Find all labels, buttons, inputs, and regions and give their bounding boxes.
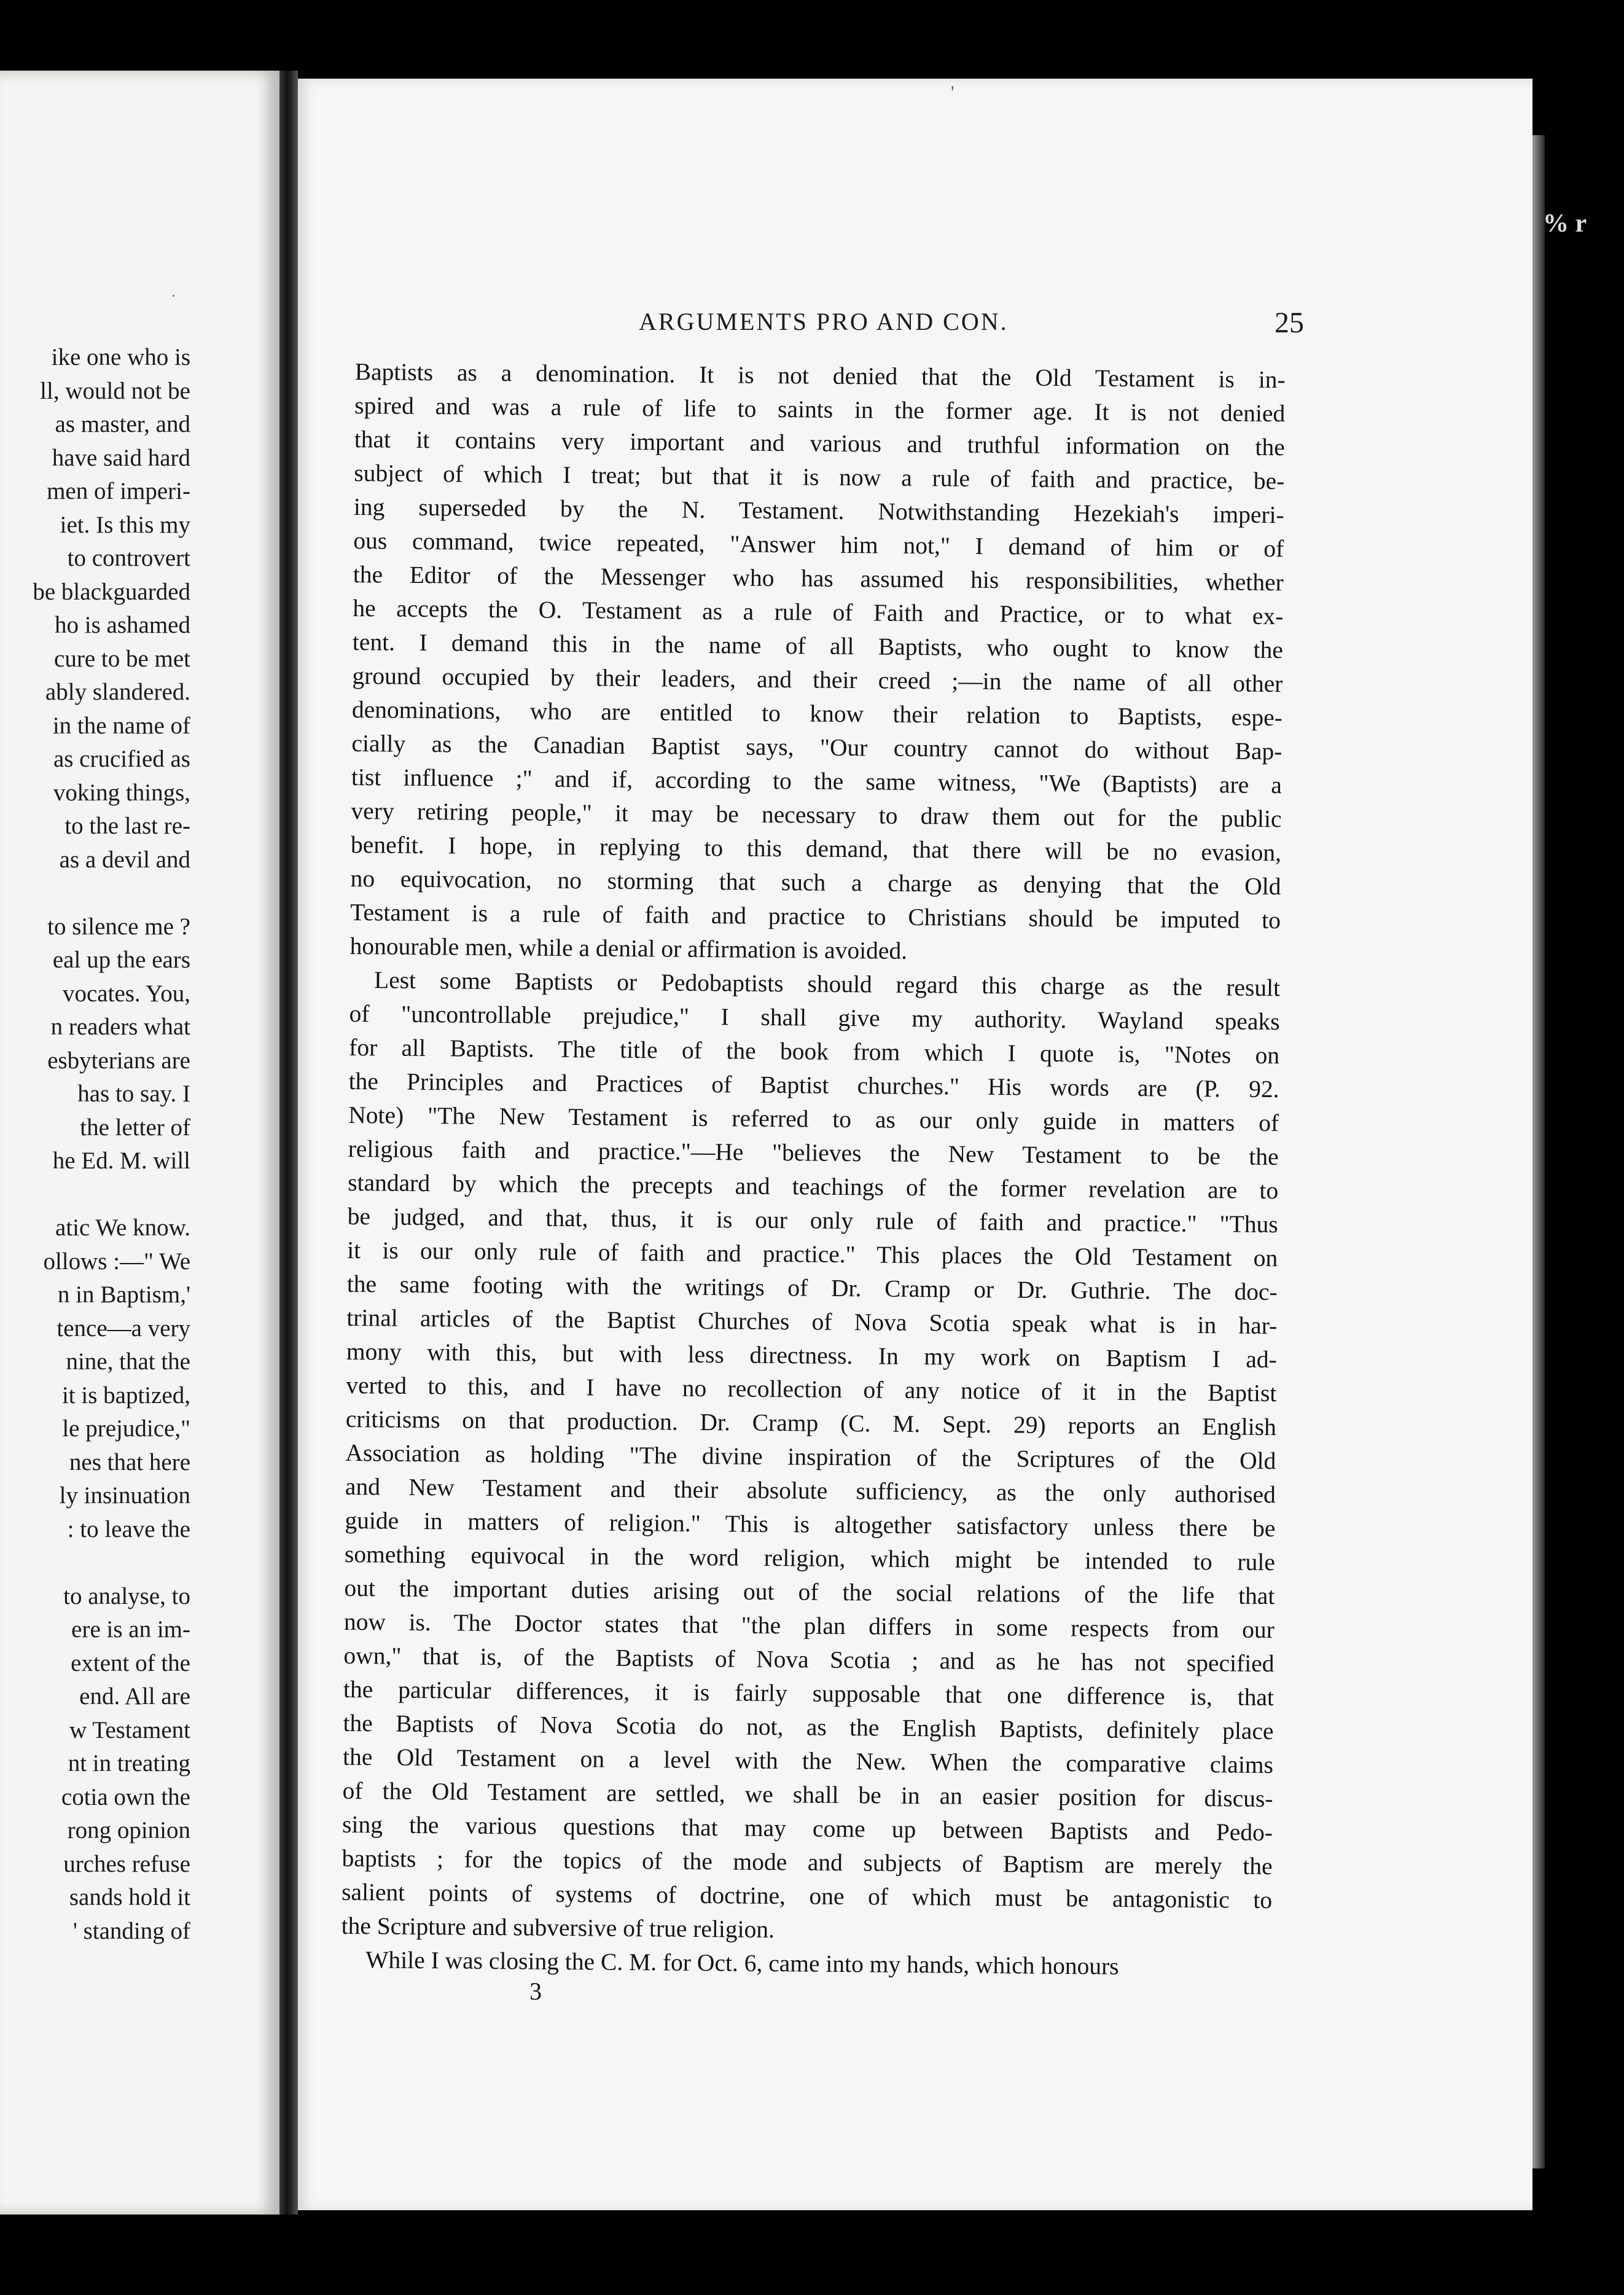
- left-page-line: men of imperi-: [47, 478, 190, 504]
- body-line: be judged, and that, thus, it is our only rule of faith and practice." "Thus: [347, 1202, 1278, 1238]
- body-line: baptists ; for the topics of the mode and subjects of Baptism are merely the: [342, 1844, 1273, 1880]
- left-page-line: have said hard: [52, 444, 190, 471]
- body-line: the same footing with the writings of Dr. Cramp or Dr. Guthrie. The doc-: [346, 1270, 1278, 1306]
- body-line: of "uncontrollable prejudice," I shall give my authority. Wayland speaks: [349, 999, 1280, 1036]
- left-page-line: nine, that the: [66, 1348, 190, 1375]
- left-page-line: the letter of: [80, 1114, 190, 1141]
- body-line: the Baptists of Nova Scotia do not, as the English Baptists, definitely place: [343, 1709, 1274, 1745]
- body-line: now is. The Doctor states that "the plan differs in some respects from our: [343, 1608, 1275, 1644]
- body-line: that it contains very important and various and truthful information on the: [354, 425, 1285, 461]
- left-page-line: to controvert: [67, 545, 190, 571]
- body-line: denominations, who are entitled to know their relation to Baptists, espe-: [351, 695, 1283, 732]
- left-page-line: tence—a very: [57, 1315, 190, 1342]
- left-page-line: ho is ashamed: [55, 612, 190, 638]
- body-line: guide in matters of religion." This is altogether satisfactory unless there be: [345, 1506, 1276, 1542]
- body-line: very retiring people," it may be necessary to draw them out for the public: [351, 797, 1282, 833]
- left-page-line: eal up the ears: [52, 947, 190, 973]
- body-line: spired and was a rule of life to saints in the former age. It is not denied: [354, 391, 1286, 428]
- body-line: tist influence ;" and if, according to the same witness, "We (Baptists) are a: [351, 763, 1282, 799]
- left-page-line: ere is an im-: [71, 1616, 190, 1643]
- body-line: Association as holding "The divine inspiration of the Scriptures of the Old: [345, 1439, 1276, 1475]
- left-page-line: le prejudice,": [62, 1415, 190, 1442]
- left-page-line: as crucified as: [53, 746, 190, 772]
- body-line: ing superseded by the N. Testament. Notwithstanding Hezekiah's imperi-: [353, 493, 1284, 529]
- left-page-line: n readers what: [50, 1014, 190, 1040]
- left-page-line: to the last re-: [64, 813, 190, 839]
- body-line: the Scripture and subversive of true religion.: [341, 1912, 775, 1944]
- left-page-line: voking things,: [53, 779, 190, 806]
- body-line: honourable men, while a denial or affirmation is avoided.: [349, 932, 908, 964]
- body-line: the Old Testament on a level with the New. When the comparative claims: [342, 1743, 1274, 1779]
- left-page-line: it is baptized,: [61, 1382, 190, 1409]
- left-page-line: as master, and: [55, 411, 190, 437]
- signature-mark: 3: [529, 1977, 542, 2005]
- left-page-line: ike one who is: [51, 344, 190, 370]
- left-page-line: to silence me ?: [47, 913, 190, 940]
- body-text: [341, 355, 1286, 1985]
- left-page-text: [0, 341, 190, 1948]
- left-page-line: : to leave the: [67, 1515, 190, 1542]
- body-line: out the important duties arising out of the social relations of the life that: [344, 1574, 1275, 1610]
- body-line: of the Old Testament are settled, we shall be in an easier position for discus-: [342, 1777, 1273, 1813]
- body-line: tent. I demand this in the name of all Baptists, who ought to know the: [352, 628, 1284, 664]
- body-line: cially as the Canadian Baptist says, "Our country cannot do without Bap-: [351, 729, 1282, 765]
- body-line: Baptists as a denomination. It is not denied that the Old Testament is in-: [354, 358, 1286, 394]
- left-page-line: vocates. You,: [62, 980, 190, 1007]
- left-page-line: ably slandered.: [45, 679, 190, 705]
- left-page-line: to analyse, to: [63, 1582, 190, 1609]
- left-page-line: atic We know.: [55, 1214, 190, 1241]
- body-line: and New Testament and their absolute sufficiency, as the only authorised: [345, 1472, 1276, 1509]
- body-line: sing the various questions that may come up between Baptists and Pedo-: [342, 1810, 1273, 1847]
- page-number: 25: [1275, 307, 1304, 339]
- left-page-line: be blackguarded: [33, 578, 190, 605]
- body-line: Note) "The New Testament is referred to as our only guide in matters of: [348, 1101, 1279, 1137]
- left-page-line: nt in treating: [68, 1750, 190, 1777]
- body-line: criticisms on that production. Dr. Cramp (C. M. Sept. 29) reports an English: [345, 1405, 1277, 1441]
- left-page-line: esbyterians are: [47, 1047, 190, 1074]
- body-line: own," that is, of the Baptists of Nova Scotia ; and as he has not specified: [343, 1641, 1275, 1678]
- body-line: something equivocal in the word religion, which might be intended to rule: [344, 1540, 1276, 1576]
- left-page-line: urches refuse: [63, 1850, 190, 1877]
- left-page: [0, 71, 279, 2215]
- body-line: no equivocation, no storming that such a charge as denying that the Old: [350, 864, 1281, 901]
- body-line: it is our only rule of faith and practice." This places the Old Testament on: [347, 1236, 1278, 1272]
- body-line: trinal articles of the Baptist Churches of Nova Scotia speak what is in har-: [346, 1304, 1278, 1340]
- left-page-line: ll, would not be: [40, 377, 190, 404]
- body-line: religious faith and practice."—He "believes the New Testament to be the: [348, 1135, 1279, 1171]
- left-page-line: has to say. I: [77, 1081, 190, 1107]
- left-page-line: end. All are: [79, 1683, 190, 1710]
- left-page-line: nes that here: [69, 1449, 190, 1476]
- body-line: Lest some Baptists or Pedobaptists should regard this charge as the result: [373, 966, 1281, 1002]
- body-line: mony with this, but with less directness. In my work on Baptism I ad-: [346, 1337, 1277, 1374]
- left-page-line: cotia own the: [61, 1783, 190, 1810]
- body-line: benefit. I hope, in replying to this demand, that there will be no evasion,: [350, 831, 1282, 867]
- left-page-line: extent of the: [71, 1649, 190, 1676]
- body-line: he accepts the O. Testament as a rule of Faith and Practice, or to what ex-: [353, 594, 1284, 630]
- left-page-line: ly insinuation: [59, 1482, 190, 1509]
- corner-mark: % r: [1543, 209, 1587, 238]
- body-line: ous command, twice repeated, "Answer him not," I demand of him or of: [353, 526, 1284, 563]
- left-page-line: in the name of: [52, 712, 190, 739]
- body-line: Testament is a rule of faith and practice to Christians should be imputed to: [349, 898, 1281, 934]
- left-page-line: rong opinion: [67, 1817, 190, 1843]
- left-page-line: he Ed. M. will: [52, 1148, 190, 1174]
- left-page-speck: ·: [171, 287, 176, 305]
- body-line: the Principles and Practices of Baptist churches." His words are (P. 92.: [348, 1067, 1279, 1103]
- left-page-gap: [0, 1178, 190, 1212]
- left-page-line: iet. Is this my: [60, 511, 190, 538]
- body-line: While I was closing the C. M. for Oct. 6, came into my hands, which honours: [365, 1946, 1119, 1980]
- body-line: the Editor of the Messenger who has assumed his responsibilities, whether: [353, 560, 1284, 596]
- body-line: subject of which I treat; but that it is now a rule of faith and practice, be-: [354, 459, 1285, 495]
- body-line: verted to this, and I have no recollection of any notice of it in the Baptist: [346, 1371, 1277, 1407]
- left-page-gap: [0, 877, 190, 910]
- page-edge: [1532, 135, 1545, 2168]
- body-line: standard by which the precepts and teachings of the former revelation are to: [348, 1168, 1279, 1205]
- book-gutter: [279, 71, 298, 2215]
- left-page-line: cure to be met: [54, 645, 190, 672]
- body-line: salient points of systems of doctrine, one of which must be antagonistic to: [341, 1878, 1273, 1914]
- left-page-line: as a devil and: [59, 846, 190, 873]
- left-page-line: w Testament: [69, 1716, 190, 1743]
- left-page-line: ollows :—" We: [43, 1248, 190, 1275]
- running-head: ARGUMENTS PRO AND CON.: [639, 308, 1009, 335]
- left-page-line: ' standing of: [72, 1917, 190, 1944]
- left-page-line: sands hold it: [69, 1884, 190, 1910]
- body-line: the particular differences, it is fairly supposable that one difference is, that: [343, 1675, 1275, 1711]
- body-line: for all Baptists. The title of the book from which I quote is, "Notes on: [348, 1033, 1280, 1069]
- left-page-line: n in Baptism,': [57, 1281, 190, 1308]
- body-line: ground occupied by their leaders, and their creed ;—in the name of all other: [352, 662, 1283, 698]
- top-speck: ': [951, 82, 954, 103]
- left-page-gap: [0, 1546, 190, 1580]
